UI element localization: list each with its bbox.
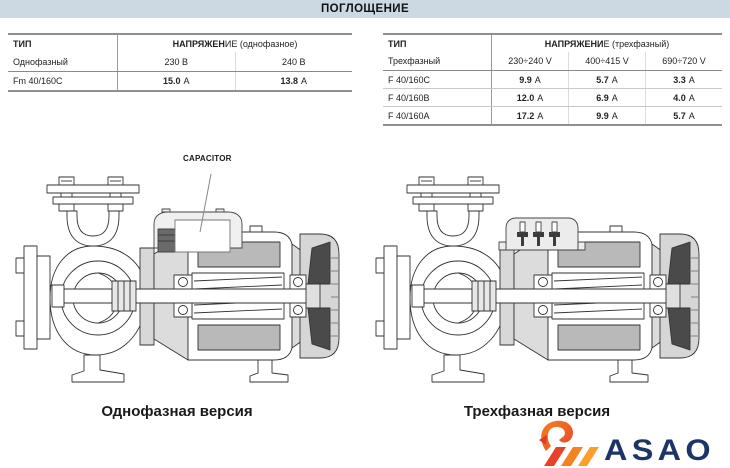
amp-value: 13.8: [280, 76, 298, 86]
amp-unit: A: [688, 110, 695, 121]
table-row: [383, 88, 722, 106]
table-header-row: [8, 35, 352, 52]
capacitor-box: [154, 209, 242, 252]
asao-logo: [536, 417, 730, 468]
amp-cell: [645, 71, 722, 88]
voltage-header-cell: [118, 35, 352, 52]
amp-value: 15.0: [162, 76, 181, 86]
voltage-value: 690÷720 V: [645, 52, 722, 70]
terminal-box: [499, 218, 585, 250]
voltage-header-bold: НАПРЯЖЕНИ: [544, 38, 604, 49]
type-header-cell: [383, 35, 492, 52]
amp-cell: [492, 71, 568, 88]
phase-label: Однофазный: [13, 56, 68, 67]
amp-unit: A: [537, 92, 544, 103]
model-cell: [383, 89, 492, 106]
amp-cell: [568, 89, 645, 106]
amp-value: 12.0: [516, 92, 535, 103]
table-row: [8, 72, 352, 90]
table-row: [383, 71, 722, 88]
model-cell: [8, 72, 118, 90]
amp-unit: A: [183, 76, 190, 86]
amp-cell: [492, 89, 568, 106]
model-cell: [383, 107, 492, 124]
amp-unit: A: [301, 76, 308, 86]
model-name: F 40/160C: [388, 74, 431, 85]
voltage-header-regular: ИЕ (однофазное): [224, 38, 298, 49]
amp-unit: A: [537, 110, 544, 121]
voltage-header-bold: НАПРЯЖЕН: [172, 38, 225, 49]
amp-value: 3.3: [673, 74, 686, 85]
voltage-header-cell: [492, 35, 722, 52]
swan-icon: [536, 418, 600, 468]
phase-label-cell: [383, 52, 492, 70]
terminal-connectors: [517, 232, 560, 246]
amp-cell: [645, 107, 722, 124]
voltage-header-regular: Е (трехфазный): [603, 38, 670, 49]
amp-unit: A: [611, 74, 618, 85]
three-phase-table: [383, 33, 722, 126]
amp-value: 5.7: [673, 110, 686, 121]
voltage-row: [8, 52, 352, 72]
voltage-value: 240 В: [235, 52, 353, 71]
amp-value: 4.0: [673, 92, 686, 103]
voltage-row: [383, 52, 722, 71]
amp-unit: A: [611, 92, 618, 103]
model-name: F 40/160B: [388, 92, 430, 103]
model-name: Fm 40/160C: [13, 76, 63, 86]
amp-cell: [568, 71, 645, 88]
page-title: ПОГЛОЩЕНИЕ: [320, 3, 410, 15]
type-header: ТИП: [388, 38, 407, 49]
model-name: F 40/160A: [388, 110, 430, 121]
amp-cell: [492, 107, 568, 124]
amp-unit: A: [611, 110, 618, 121]
single-phase-pump-diagram: [12, 172, 342, 394]
amp-unit: A: [688, 74, 695, 85]
title-bar: [0, 0, 730, 18]
single-phase-table: [8, 33, 352, 92]
table-header-row: [383, 35, 722, 52]
amp-value: 9.9: [596, 110, 609, 121]
three-phase-caption: Трехфазная версия: [463, 403, 611, 420]
three-phase-pump-diagram: [372, 172, 702, 394]
amp-cell: [118, 72, 235, 90]
amp-cell: [568, 107, 645, 124]
phase-label-cell: [8, 52, 118, 71]
type-header-cell: [8, 35, 118, 52]
type-header: ТИП: [13, 38, 32, 49]
table-row: [383, 106, 722, 124]
voltage-value: 230 В: [164, 56, 189, 67]
single-phase-caption: Однофазная версия: [101, 403, 253, 420]
amp-value: 5.7: [596, 74, 609, 85]
amp-value: 6.9: [596, 92, 609, 103]
amp-value: 17.2: [516, 110, 535, 121]
brand-text: ASAO: [604, 434, 715, 467]
capacitor-label: CAPACITOR: [183, 154, 232, 163]
amp-unit: A: [534, 74, 541, 85]
amp-unit: A: [688, 92, 695, 103]
model-cell: [383, 71, 492, 88]
voltage-value: 400÷415 V: [568, 52, 645, 70]
phase-label: Трехфазный: [388, 56, 441, 66]
voltage-value: 230÷240 V: [508, 56, 552, 66]
amp-value: 9.9: [519, 74, 532, 85]
amp-cell: [645, 89, 722, 106]
amp-cell: [235, 72, 353, 90]
